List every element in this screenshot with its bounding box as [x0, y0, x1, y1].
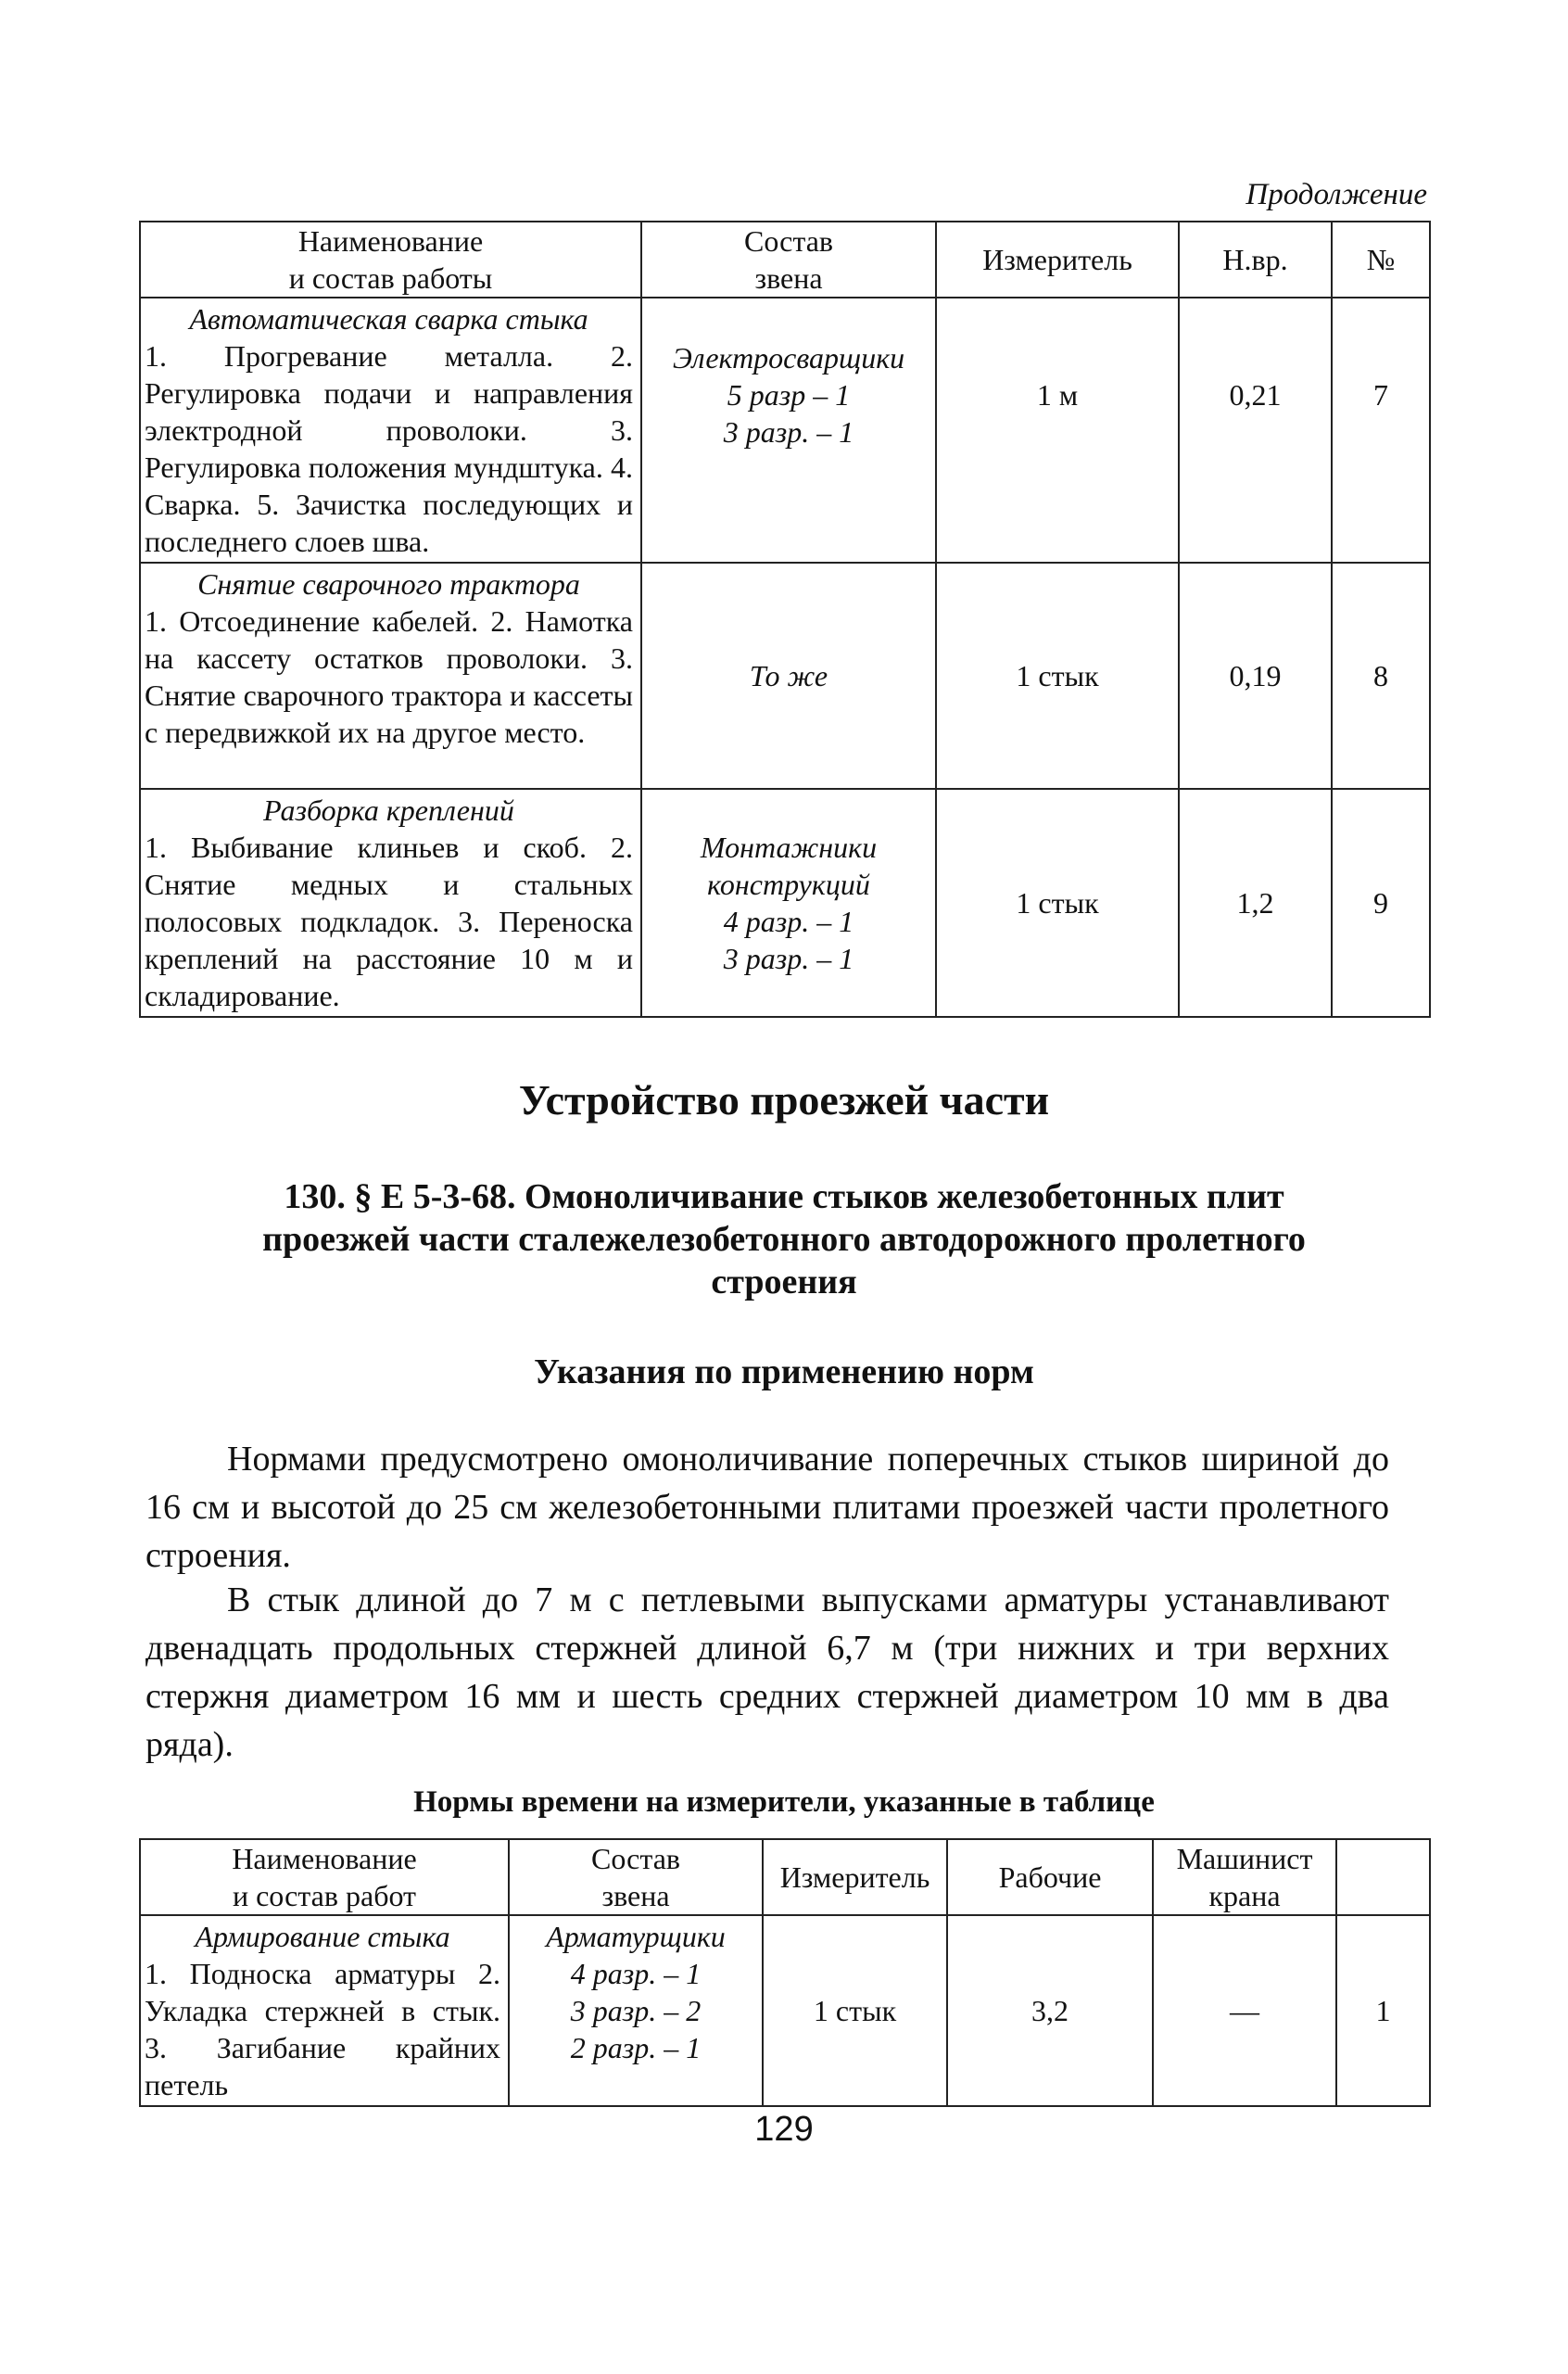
work-cell: [140, 789, 641, 1017]
paragraph-title: 130. § Е 5-3-68. Омоноличивание стыков железобетонных плит проезжей части сталежелезобетонного автодорожного пролетного строения: [262, 1177, 1306, 1301]
norm-cell: 0,21: [1179, 298, 1332, 563]
crew-line: 4 разр. – 1: [723, 905, 854, 938]
unit-cell: 1 м: [936, 298, 1179, 563]
header-work-name: Наименование и состав работ: [140, 1839, 509, 1915]
number-cell: 7: [1332, 298, 1430, 563]
work-description: 1. Отсоединение кабелей. 2. Намотка на кассету остатков проволоки. 3. Снятие сварочного трактора и кассеты с передвижкой их на другое место.: [145, 604, 633, 749]
work-title: Автоматическая сварка стыка: [189, 302, 588, 336]
header-crew: Состав звена: [509, 1839, 763, 1915]
crew-line: Электросварщики: [672, 341, 905, 375]
norm-cell: 0,19: [1179, 563, 1332, 789]
header-crane-operator: Машинист крана: [1153, 1839, 1336, 1915]
header-unit: Измеритель: [763, 1839, 947, 1915]
table-header-row: [140, 1839, 1430, 1915]
work-title: Разборка креплений: [263, 793, 514, 827]
table-row: [140, 789, 1430, 1017]
header-number: [1336, 1839, 1430, 1915]
crew-line: 4 разр. – 1: [570, 1957, 702, 1990]
header-work-name: Наименование и состав работы: [140, 222, 641, 298]
norms-table-continued: [139, 221, 1431, 1018]
unit-cell: 1 стык: [936, 563, 1179, 789]
crew-line: 3 разр. – 1: [723, 942, 854, 975]
body-paragraph: В стык длиной до 7 м с петлевыми выпусками арматуры устанавливают двенадцать продольных стержней длиной 6,7 м (три нижних и три верхних стержня диаметром 16 мм и шесть средних стержней диаметром 10 мм в два ряда).: [145, 1581, 1389, 1764]
crew-line: 3 разр. – 1: [723, 415, 854, 449]
unit-cell: 1 стык: [763, 1915, 947, 2106]
page-number: 129: [754, 2110, 814, 2149]
unit-cell: 1 стык: [936, 789, 1179, 1017]
work-title: Снятие сварочного трактора: [197, 567, 580, 601]
norm-cell: 1,2: [1179, 789, 1332, 1017]
time-norms-table: [139, 1838, 1431, 2107]
crew-line: 5 разр – 1: [727, 378, 851, 412]
crew-line: Арматурщики: [546, 1920, 726, 1953]
header-crew: Состав звена: [641, 222, 936, 298]
number-cell: 1: [1336, 1915, 1430, 2106]
table-header-row: [140, 222, 1430, 298]
crew-cell: [509, 1915, 763, 2106]
header-number: №: [1332, 222, 1430, 298]
number-cell: 8: [1332, 563, 1430, 789]
crew-line: То же: [749, 659, 828, 692]
work-title: Армирование стыка: [195, 1920, 450, 1953]
table-row: [140, 298, 1430, 563]
header-norm: Н.вр.: [1179, 222, 1332, 298]
crane-cell: —: [1153, 1915, 1336, 2106]
workers-cell: 3,2: [947, 1915, 1153, 2106]
table-row: [140, 1915, 1430, 2106]
work-cell: [140, 298, 641, 563]
crew-line: конструкций: [707, 868, 870, 901]
work-cell: [140, 563, 641, 789]
crew-line: Монтажники: [700, 831, 878, 864]
crew-line: 3 разр. – 2: [570, 1994, 702, 2027]
table-row: [140, 563, 1430, 789]
crew-cell: [641, 563, 936, 789]
continuation-label: Продолжение: [1246, 178, 1427, 211]
number-cell: 9: [1332, 789, 1430, 1017]
work-description: 1. Подноска арматуры 2. Укладка стержней в стык. 3. Загибание крайних петель: [145, 1957, 500, 2101]
body-paragraph: Нормами предусмотрено омоноличивание поперечных стыков шириной до 16 см и высотой до 25 см железобетонными плитами проезжей части пролетного строения.: [145, 1440, 1389, 1575]
crew-cell: [641, 298, 936, 563]
work-cell: [140, 1915, 509, 2106]
section-title: Устройство проезжей части: [518, 1076, 1050, 1124]
work-description: 1. Прогревание металла. 2. Регулировка подачи и направления электродной проволоки. 3. Регулировка положения мундштука. 4. Сварка. 5. Зачистка последующих и последнего слоев шва.: [145, 339, 633, 558]
table-caption: Нормы времени на измерители, указанные в таблице: [413, 1785, 1155, 1819]
work-description: 1. Выбивание клиньев и скоб. 2. Снятие медных и стальных полосовых подкладок. 3. Переноска креплений на расстояние 10 м и складирование.: [145, 831, 633, 1012]
crew-line: 2 разр. – 1: [570, 2031, 702, 2064]
subsection-title: Указания по применению норм: [534, 1352, 1034, 1391]
crew-cell: [641, 789, 936, 1017]
header-workers: Рабочие: [947, 1839, 1153, 1915]
header-unit: Измеритель: [936, 222, 1179, 298]
